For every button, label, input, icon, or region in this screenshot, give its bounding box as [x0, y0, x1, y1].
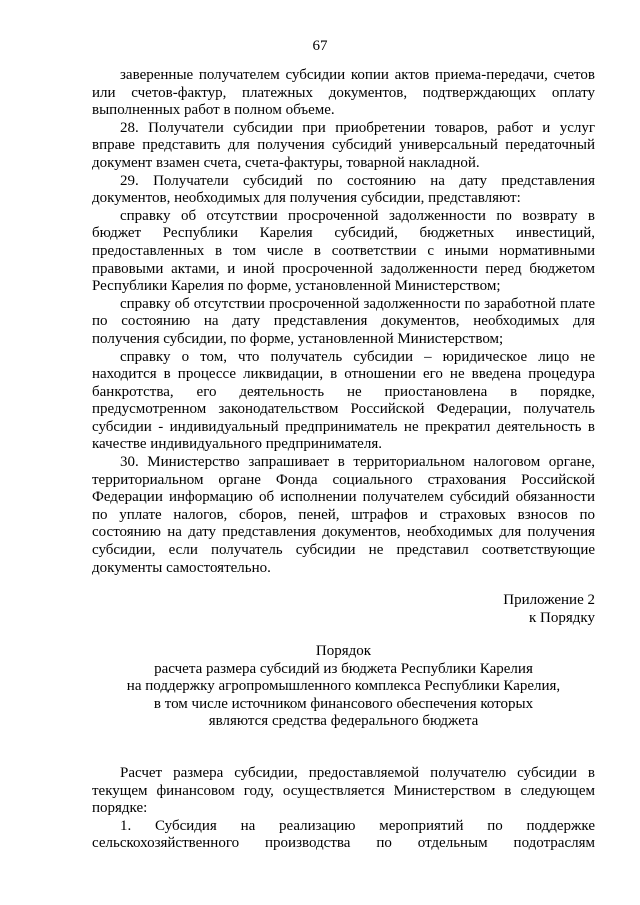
title-line-1: Порядок [315, 643, 372, 659]
title-line-5: являются средства федерального бюджета [208, 713, 479, 730]
section-title [92, 643, 595, 731]
title-line-4: в том числе источником финансового обеспечения которых [153, 695, 534, 712]
paragraph-liquidation: справку о том, что получатель субсидии – юридическое лицо не находится в процессе ликвидации, в отношении его не введена процедура банкротства, его деятельность не приостановлена в порядке, предусмотренном законодательством Российской Федерации, получатель субсидии - индивидуальный предприниматель не прекратил деятельность в качестве индивидуального предпринимателя. [92, 348, 595, 453]
appendix-label [503, 592, 595, 627]
paragraph-29: 29. Получатели субсидий по состоянию на дату представления документов, необходимых для получения субсидии, представляют: [92, 172, 595, 207]
paragraph-salary-debt: справку об отсутствии просроченной задолженности по заработной плате по состоянию на дату представления документов, необходимых для получения субсидии, по форме, установленной Министерством; [92, 295, 595, 347]
paragraph-item-1: 1. Субсидия на реализацию мероприятий по поддержке сельскохозяйственного производства по отдельным подотраслям [92, 817, 595, 852]
title-line-2: расчета размера субсидий из бюджета Республики Карелия [154, 660, 533, 677]
paragraph-28: 28. Получатели субсидии при приобретении товаров, работ и услуг вправе представить для получения субсидий универсальный передаточный документ взамен счета, счета-фактуры, товарной накладной. [92, 119, 595, 171]
page-number: 67 [312, 38, 328, 54]
body-text [92, 67, 595, 577]
paragraph-budget-debt: справку об отсутствии просроченной задолженности по возврату в бюджет Республики Карелия субсидий, бюджетных инвестиций, предоставленных в том числе в соответствии с иными нормативными правовыми актами, и иной просроченной задолженности перед бюджетом Республики Карелия по форме, установленной Министерством; [92, 207, 595, 295]
title-line-3: на поддержку агропромышленного комплекса Республики Карелия, [126, 678, 561, 695]
paragraph-acts: заверенные получателем субсидии копии актов приема-передачи, счетов или счетов-фактур, платежных документов, подтверждающих оплату выполненных работ в полном объеме. [92, 67, 595, 119]
appendix-line-1: Приложение 2 [503, 592, 595, 608]
appendix-line-2: к Порядку [529, 609, 595, 626]
calculation-text [92, 765, 595, 853]
paragraph-calculation-intro: Расчет размера субсидии, предоставляемой получателю субсидии в текущем финансовом году, осуществляется Министерством в следующем порядке: [92, 765, 595, 817]
paragraph-30: 30. Министерство запрашивает в территориальном налоговом органе, территориальном органе Фонда социального страхования Российской Федерации информацию об исполнении получателем субсидий обязанности по уплате налогов, сборов, пеней, штрафов и страховых взносов по состоянию на дату представления документов, необходимых для получения субсидии, если получатель субсидии не представил соответствующие документы самостоятельно. [92, 454, 595, 576]
